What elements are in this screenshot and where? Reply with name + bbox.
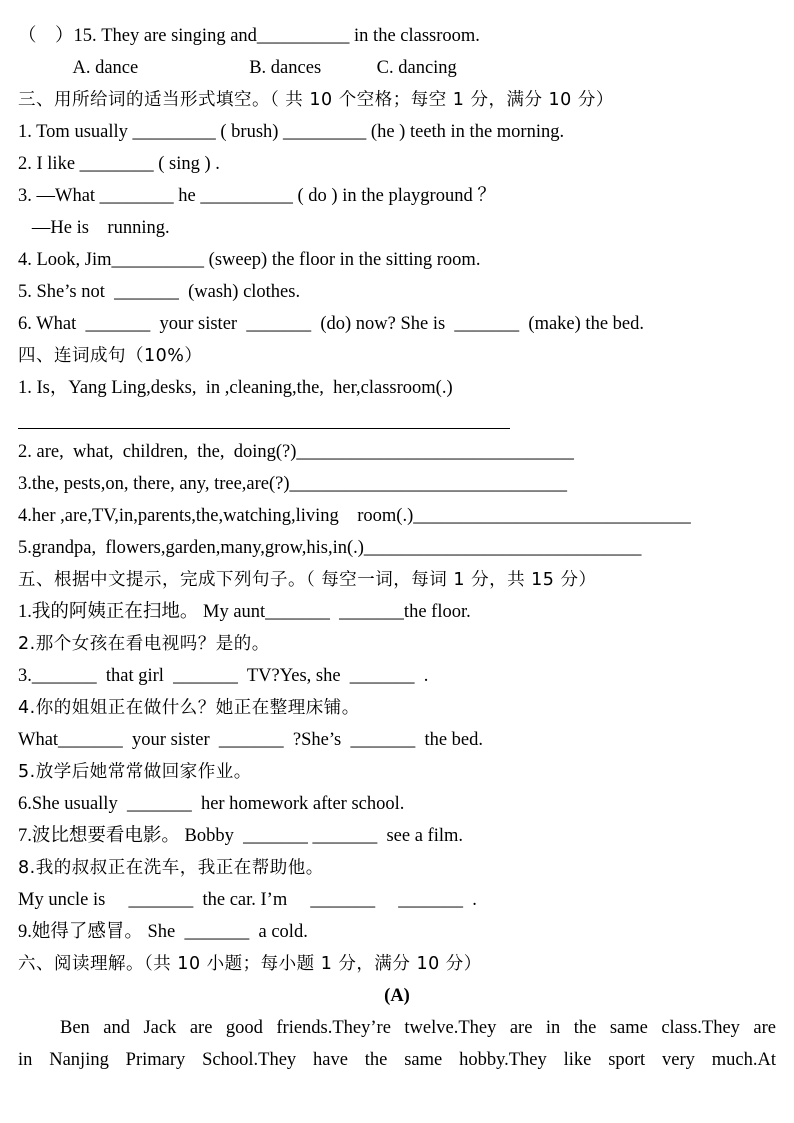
translate-item-7: 7.波比想要看电影。 Bobby _______ _______ see a film. xyxy=(18,826,464,846)
translate-item-3: 3._______ that girl _______ TV?Yes, she _______ . xyxy=(18,666,429,686)
translate-item-5-prompt: 5.放学后她常常做回家作业。 xyxy=(18,762,252,782)
passage-line-2: in Nanjing Primary School.They have the same hobby.They like sport very much.At xyxy=(18,1050,776,1070)
passage-title: (A) xyxy=(384,986,410,1006)
fill-item-2: 2. I like ________ ( sing ) . xyxy=(18,154,220,174)
section-3-heading: 三、用所给词的适当形式填空。（ 共 10 个空格；每空 1 分，满分 10 分） xyxy=(18,90,614,110)
fill-item-3-answer: —He is running. xyxy=(18,218,170,238)
section-5-heading: 五、根据中文提示，完成下列句子。（ 每空一词，每词 1 分，共 15 分） xyxy=(18,570,597,590)
order-item-1: 1. Is，Yang Ling,desks, in ,cleaning,the, her,classroom(.) xyxy=(18,378,453,398)
answer-line xyxy=(18,428,510,429)
passage-line-1: Ben and Jack are good friends.They’re twelve.They are in the same class.They are xyxy=(60,1018,776,1038)
order-item-3: 3.the, pests,on, there, any, tree,are(?)______________________________ xyxy=(18,474,568,494)
translate-item-2-prompt: 2.那个女孩在看电视吗？是的。 xyxy=(18,634,270,654)
fill-item-6: 6. What _______ your sister _______ (do) now? She is _______ (make) the bed. xyxy=(18,314,644,334)
order-item-5: 5.grandpa, flowers,garden,many,grow,his,in(.)______________________________ xyxy=(18,538,642,558)
translate-item-8-prompt: 8.我的叔叔正在洗车，我正在帮助他。 xyxy=(18,858,324,878)
order-item-2: 2. are, what, children, the, doing(?)______________________________ xyxy=(18,442,574,462)
question-15: （ ）15. They are singing and__________ in the classroom. xyxy=(18,26,480,46)
translate-item-8: My uncle is _______ the car. I’m _______ _______ . xyxy=(18,890,477,910)
section-4-heading: 四、连词成句（10%） xyxy=(18,346,203,366)
section-6-heading: 六、阅读理解。（共 10 小题；每小题 1 分，满分 10 分） xyxy=(18,954,482,974)
fill-item-4: 4. Look, Jim__________ (sweep) the floor in the sitting room. xyxy=(18,250,481,270)
translate-item-9: 9.她得了感冒。 She _______ a cold. xyxy=(18,922,308,942)
fill-item-3: 3. —What ________ he __________ ( do ) in the playground ？ xyxy=(18,186,496,206)
fill-item-1: 1. Tom usually _________ ( brush) _________ (he ) teeth in the morning. xyxy=(18,122,565,142)
translate-item-4: What_______ your sister _______ ?She’s _______ the bed. xyxy=(18,730,484,750)
translate-item-6: 6.She usually _______ her homework after school. xyxy=(18,794,405,814)
question-15-options: A. dance B. dances C. dancing xyxy=(18,58,457,78)
order-item-4: 4.her ,are,TV,in,parents,the,watching,living room(.)______________________________ xyxy=(18,506,691,526)
fill-item-5: 5. She’s not _______ (wash) clothes. xyxy=(18,282,301,302)
translate-item-1: 1.我的阿姨正在扫地。 My aunt_______ _______the floor. xyxy=(18,602,471,622)
translate-item-4-prompt: 4.你的姐姐正在做什么？她正在整理床铺。 xyxy=(18,698,360,718)
